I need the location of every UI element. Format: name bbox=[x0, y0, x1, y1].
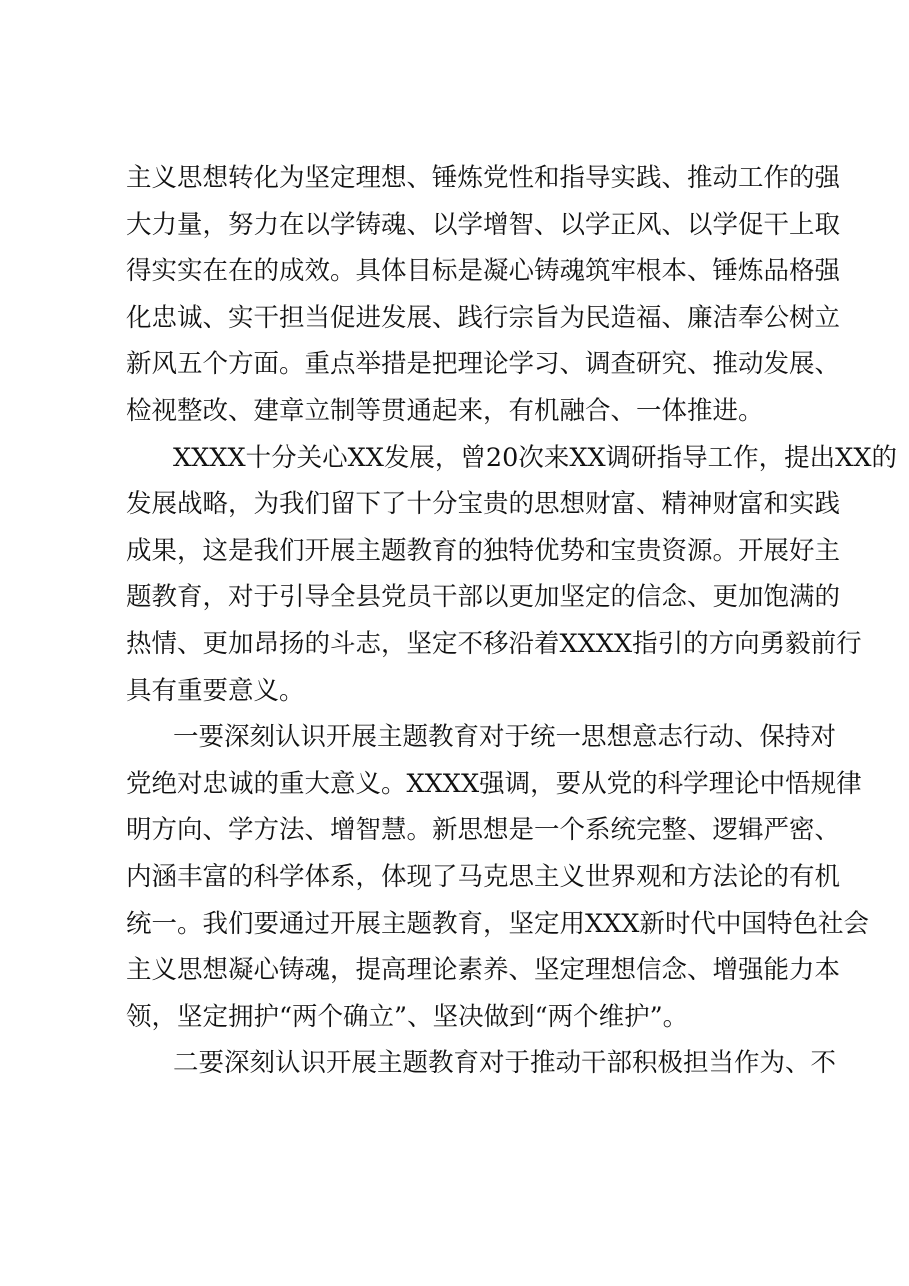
text-line: 化忠诚、实干担当促进发展、践行宗旨为民造福、廉洁奉公树立 bbox=[126, 302, 841, 333]
text-line: XXXX十分关心XX发展，曾20次来XX调研指导工作，提出XX的 bbox=[173, 442, 897, 473]
text-line: 一要深刻认识开展主题教育对于统一思想意志行动、保持对 bbox=[173, 722, 837, 753]
text-line: 成果，这是我们开展主题教育的独特优势和宝贵资源。开展好主 bbox=[126, 535, 841, 566]
text-line: 得实实在在的成效。具体目标是凝心铸魂筑牢根本、锤炼品格强 bbox=[126, 256, 841, 287]
text-line: 统一。我们要通过开展主题教育，坚定用XXX新时代中国特色社会 bbox=[126, 908, 869, 939]
text-line: 二要深刻认识开展主题教育对于推动干部积极担当作为、不 bbox=[173, 1048, 837, 1079]
text-line: 党绝对忠诚的重大意义。XXXX强调，要从党的科学理论中悟规律 bbox=[126, 768, 862, 799]
paragraph-4 bbox=[126, 1040, 837, 1087]
text-line: 题教育，对于引导全县党员干部以更加坚定的信念、更加饱满的 bbox=[126, 582, 841, 613]
text-line: 新风五个方面。重点举措是把理论学习、调查研究、推动发展、 bbox=[126, 349, 841, 380]
text-line: 内涵丰富的科学体系，体现了马克思主义世界观和方法论的有机 bbox=[126, 861, 841, 892]
text-line: 具有重要意义。 bbox=[126, 675, 305, 706]
text-line: 主义思想凝心铸魂，提高理论素养、坚定理想信念、增强能力本 bbox=[126, 955, 841, 986]
text-line: 主义思想转化为坚定理想、锤炼党性和指导实践、推动工作的强 bbox=[126, 163, 841, 193]
document-body bbox=[126, 155, 897, 1087]
text-line: 大力量，努力在以学铸魂、以学增智、以学正风、以学促干上取 bbox=[126, 209, 841, 240]
text-line: 领，坚定拥护“两个确立”、坚决做到“两个维护”。 bbox=[126, 1001, 689, 1032]
text-line: 检视整改、建章立制等贯通起来，有机融合、一体推进。 bbox=[126, 395, 764, 426]
text-line: 发展战略，为我们留下了十分宝贵的思想财富、精神财富和实践 bbox=[126, 489, 841, 520]
paragraph-1 bbox=[126, 155, 841, 435]
text-line: 热情、更加昂扬的斗志，坚定不移沿着XXXX指引的方向勇毅前行 bbox=[126, 628, 862, 659]
text-line: 明方向、学方法、增智慧。新思想是一个系统完整、逻辑严密、 bbox=[126, 815, 841, 846]
paragraph-3 bbox=[126, 714, 869, 1040]
paragraph-2 bbox=[126, 435, 897, 715]
